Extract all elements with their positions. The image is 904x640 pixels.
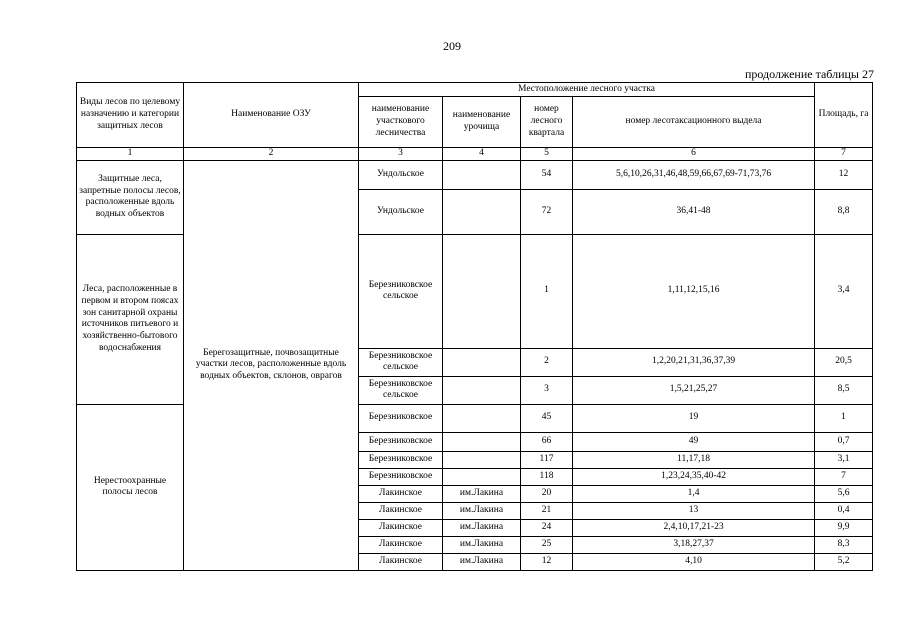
district-cell: Лакинское — [359, 519, 443, 536]
ozu-name-cell — [184, 160, 359, 570]
district-cell: Березниковское — [359, 432, 443, 451]
tract-cell — [443, 432, 521, 451]
vydel-cell: 49 — [573, 432, 815, 451]
area-cell: 3,4 — [815, 234, 873, 348]
header-ozu-name: Наименование ОЗУ — [184, 83, 359, 148]
district-cell: Лакинское — [359, 485, 443, 502]
tract-cell — [443, 189, 521, 234]
area-cell: 7 — [815, 468, 873, 485]
vydel-cell: 1,5,21,25,27 — [573, 376, 815, 404]
quarter-cell: 117 — [521, 451, 573, 468]
area-cell: 8,5 — [815, 376, 873, 404]
column-number: 4 — [443, 148, 521, 161]
district-cell: Лакинское — [359, 536, 443, 553]
column-number: 1 — [77, 148, 184, 161]
quarter-cell: 2 — [521, 348, 573, 376]
area-cell: 8,8 — [815, 189, 873, 234]
vydel-cell: 11,17,18 — [573, 451, 815, 468]
district-cell: Березниковское сельское — [359, 234, 443, 348]
quarter-cell: 72 — [521, 189, 573, 234]
tract-cell: им.Лакина — [443, 485, 521, 502]
district-cell: Лакинское — [359, 553, 443, 570]
tract-cell: им.Лакина — [443, 502, 521, 519]
header-location: Местоположение лесного участка — [359, 83, 815, 97]
quarter-cell: 54 — [521, 160, 573, 189]
quarter-cell: 25 — [521, 536, 573, 553]
page-number: 209 — [443, 39, 461, 53]
area-cell: 12 — [815, 160, 873, 189]
district-cell: Ундольское — [359, 189, 443, 234]
vydel-cell: 5,6,10,26,31,46,48,59,66,67,69-71,73,76 — [573, 160, 815, 189]
ozu-name-text: Берегозащитные, почвозащитные участки лесов, расположенные вдоль водных объектов, склонов, оврагов — [195, 347, 347, 382]
header-quarter: номер лесного квартала — [521, 97, 573, 148]
column-number: 5 — [521, 148, 573, 161]
quarter-cell: 45 — [521, 404, 573, 432]
header-vydel: номер лесотаксационного выдела — [573, 97, 815, 148]
quarter-cell: 118 — [521, 468, 573, 485]
area-cell: 5,6 — [815, 485, 873, 502]
column-number: 7 — [815, 148, 873, 161]
area-cell: 9,9 — [815, 519, 873, 536]
vydel-cell: 13 — [573, 502, 815, 519]
column-number-row — [77, 148, 873, 161]
tract-cell — [443, 451, 521, 468]
vydel-cell: 1,11,12,15,16 — [573, 234, 815, 348]
forest-type-cell: Защитные леса, запретные полосы лесов, расположенные вдоль водных объектов — [77, 160, 184, 234]
quarter-cell: 12 — [521, 553, 573, 570]
tract-cell — [443, 234, 521, 348]
tract-cell: им.Лакина — [443, 519, 521, 536]
column-number: 6 — [573, 148, 815, 161]
district-cell: Лакинское — [359, 502, 443, 519]
quarter-cell: 3 — [521, 376, 573, 404]
forest-type-cell: Нерестоохранные полосы лесов — [77, 404, 184, 570]
vydel-cell: 19 — [573, 404, 815, 432]
table-row — [77, 160, 873, 189]
district-cell: Березниковское сельское — [359, 376, 443, 404]
quarter-cell: 66 — [521, 432, 573, 451]
tract-cell — [443, 160, 521, 189]
forest-plots-table — [76, 82, 873, 571]
tract-cell — [443, 404, 521, 432]
header-tract: наименование урочища — [443, 97, 521, 148]
area-cell: 5,2 — [815, 553, 873, 570]
quarter-cell: 21 — [521, 502, 573, 519]
vydel-cell: 2,4,10,17,21-23 — [573, 519, 815, 536]
vydel-cell: 1,2,20,21,31,36,37,39 — [573, 348, 815, 376]
area-cell: 1 — [815, 404, 873, 432]
table-continuation-label: продолжение таблицы 27 — [744, 67, 874, 81]
header-district: наименование участкового лесничества — [359, 97, 443, 148]
district-cell: Березниковское — [359, 404, 443, 432]
district-cell: Березниковское — [359, 468, 443, 485]
vydel-cell: 4,10 — [573, 553, 815, 570]
header-forest-types: Виды лесов по целевому назначению и категории защитных лесов — [77, 83, 184, 148]
forest-type-cell: Леса, расположенные в первом и втором поясах зон санитарной охраны источников питьевого и хозяйственно-бытового водоснабжения — [77, 234, 184, 404]
vydel-cell: 36,41-48 — [573, 189, 815, 234]
district-cell: Ундольское — [359, 160, 443, 189]
column-number: 2 — [184, 148, 359, 161]
tract-cell — [443, 376, 521, 404]
tract-cell — [443, 348, 521, 376]
tract-cell — [443, 468, 521, 485]
vydel-cell: 1,23,24,35,40-42 — [573, 468, 815, 485]
area-cell: 0,4 — [815, 502, 873, 519]
quarter-cell: 20 — [521, 485, 573, 502]
quarter-cell: 1 — [521, 234, 573, 348]
header-area: Площадь, га — [815, 83, 873, 148]
header-row — [77, 83, 873, 97]
district-cell: Березниковское — [359, 451, 443, 468]
area-cell: 8,3 — [815, 536, 873, 553]
area-cell: 20,5 — [815, 348, 873, 376]
vydel-cell: 1,4 — [573, 485, 815, 502]
area-cell: 0,7 — [815, 432, 873, 451]
column-number: 3 — [359, 148, 443, 161]
tract-cell: им.Лакина — [443, 536, 521, 553]
tract-cell: им.Лакина — [443, 553, 521, 570]
area-cell: 3,1 — [815, 451, 873, 468]
vydel-cell: 3,18,27,37 — [573, 536, 815, 553]
district-cell: Березниковское сельское — [359, 348, 443, 376]
quarter-cell: 24 — [521, 519, 573, 536]
